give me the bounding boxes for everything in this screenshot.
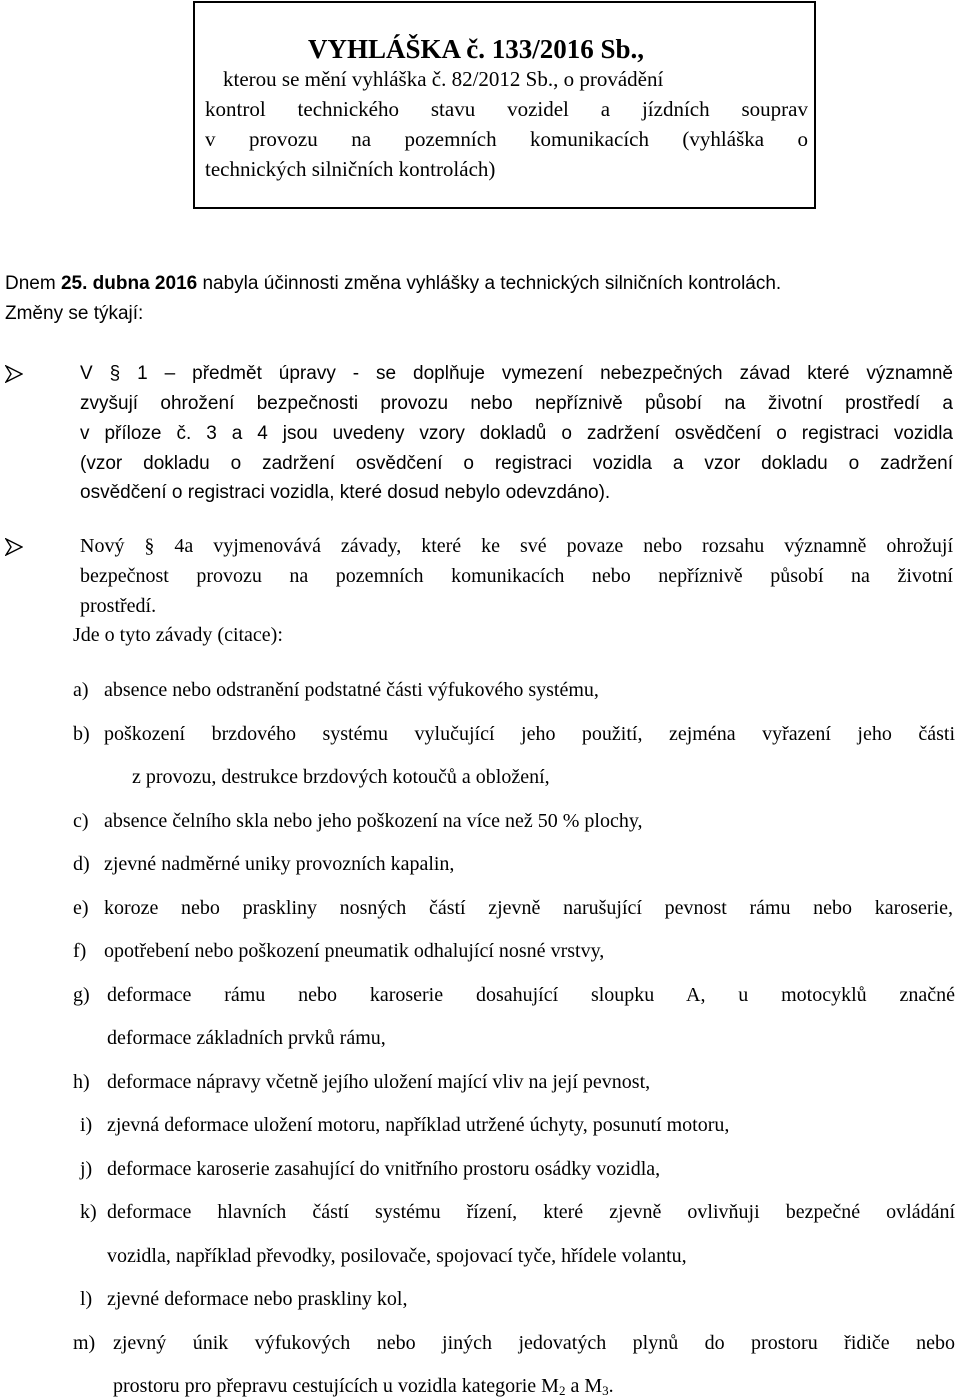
- defect-k-line-2: vozidla, například převodky, posilovače, spojovací tyče, hřídele volantu,: [107, 1245, 687, 1267]
- defects-intro: Jde o tyto závady (citace):: [73, 624, 283, 646]
- bullet-2-line-1: Nový § 4a vyjmenovává závady, které ke své povaze nebo rozsahu významně ohrožují: [80, 535, 953, 557]
- defect-d: zjevné nadměrné uniky provozních kapalin,: [104, 853, 455, 875]
- effect-text: nabyla účinnosti změna vyhlášky a technických silničních kontrolách.: [202, 273, 782, 294]
- effective-date: 25. dubna 2016: [60, 273, 198, 294]
- defect-letter: j): [80, 1158, 93, 1180]
- defect-e: koroze nebo praskliny nosných částí zjevně narušující pevnost rámu nebo karoserie,: [104, 897, 953, 919]
- defect-m-line-2: [113, 1375, 614, 1399]
- title-box: [193, 1, 816, 209]
- defect-letter: g): [73, 984, 90, 1006]
- defect-k-line-1: deformace hlavních částí systému řízení, které zjevně ovlivňuji bezpečné ovládání: [107, 1201, 955, 1223]
- bullet-1-line-4: (vzor dokladu o zadržení osvědčení o registraci vozidla a vzor dokladu o zadržení: [80, 453, 953, 474]
- category-m3-subscript: 3: [602, 1383, 609, 1398]
- defect-letter: m): [73, 1332, 96, 1354]
- arrowhead-bullet-icon: [5, 538, 23, 556]
- defect-letter: e): [73, 897, 89, 919]
- defect-m-line-2-text: prostoru pro přepravu cestujících u vozidla kategorie M: [113, 1375, 559, 1397]
- defect-letter: i): [80, 1114, 93, 1136]
- defect-g-line-2: deformace základních prvků rámu,: [107, 1027, 386, 1049]
- defect-h: deformace nápravy včetně jejího uložení mající vliv na její pevnost,: [107, 1071, 651, 1093]
- defect-letter: l): [80, 1288, 93, 1310]
- bullet-1-line-2: zvyšují ohrožení bezpečnosti provozu nebo nepříznivě působí na životní prostředí a: [80, 393, 953, 414]
- defect-a: absence nebo odstranění podstatné části výfukového systému,: [104, 679, 599, 701]
- bullet-1-line-5: osvědčení o registraci vozidla, které dosud nebylo odevzdáno).: [80, 482, 611, 503]
- defect-letter: b): [73, 723, 90, 745]
- defect-letter: k): [80, 1201, 97, 1223]
- effective-date-sentence: [5, 273, 781, 295]
- decree-subtitle-line-4: technických silničních kontrolách): [205, 157, 496, 181]
- decree-subtitle-line-3: v provozu na pozemních komunikacích (vyhláška o: [205, 127, 808, 151]
- defect-f: opotřebení nebo poškození pneumatik odhalující nosné vrstvy,: [104, 940, 605, 962]
- defect-letter: h): [73, 1071, 90, 1093]
- bullet-2-line-3: prostředí.: [80, 595, 157, 617]
- changes-label: Změny se týkají:: [5, 303, 144, 324]
- defect-j: deformace karoserie zasahující do vnitřního prostoru osádky vozidla,: [107, 1158, 661, 1180]
- sentence-end: .: [608, 1375, 614, 1397]
- defect-b-line-2: z provozu, destrukce brzdových kotoučů a obložení,: [132, 766, 550, 788]
- bullet-2-line-2: bezpečnost provozu na pozemních komunikacích nebo nepříznivě působí na životní: [80, 565, 953, 587]
- decree-subtitle-line-1: kterou se mění vyhláška č. 82/2012 Sb., o provádění: [223, 67, 664, 91]
- defect-letter: d): [73, 853, 90, 875]
- defect-l: zjevné deformace nebo praskliny kol,: [107, 1288, 408, 1310]
- date-lead: Dnem: [5, 273, 56, 294]
- decree-title: VYHLÁŠKA č. 133/2016 Sb.,: [308, 34, 645, 64]
- category-m2-subscript: 2: [558, 1383, 566, 1398]
- category-connector: a M: [565, 1375, 603, 1397]
- arrowhead-bullet-icon: [5, 365, 23, 383]
- defect-g-line-1: deformace rámu nebo karoserie dosahující sloupku A, u motocyklů značné: [107, 984, 955, 1006]
- defect-b-line-1: poškození brzdového systému vylučující jeho použití, zejména vyřazení jeho části: [104, 723, 955, 745]
- defect-letter: f): [73, 940, 87, 962]
- defect-i: zjevná deformace uložení motoru, například utržené úchyty, posunutí motoru,: [107, 1114, 730, 1136]
- defect-letter: c): [73, 810, 89, 832]
- defect-c: absence čelního skla nebo jeho poškození na více než 50 % plochy,: [104, 810, 643, 832]
- defect-m-line-1: zjevný únik výfukových nebo jiných jedovatých plynů do prostoru řidiče nebo: [113, 1332, 955, 1354]
- decree-subtitle-line-2: kontrol technického stavu vozidel a jízdních souprav: [205, 97, 808, 121]
- defect-letter: a): [73, 679, 89, 701]
- bullet-1-line-1: V § 1 – předmět úpravy - se doplňuje vymezení nebezpečných závad které významně: [80, 363, 953, 384]
- bullet-1-line-3: v příloze č. 3 a 4 jsou uvedeny vzory dokladů o zadržení osvědčení o registraci vozidla: [80, 423, 953, 444]
